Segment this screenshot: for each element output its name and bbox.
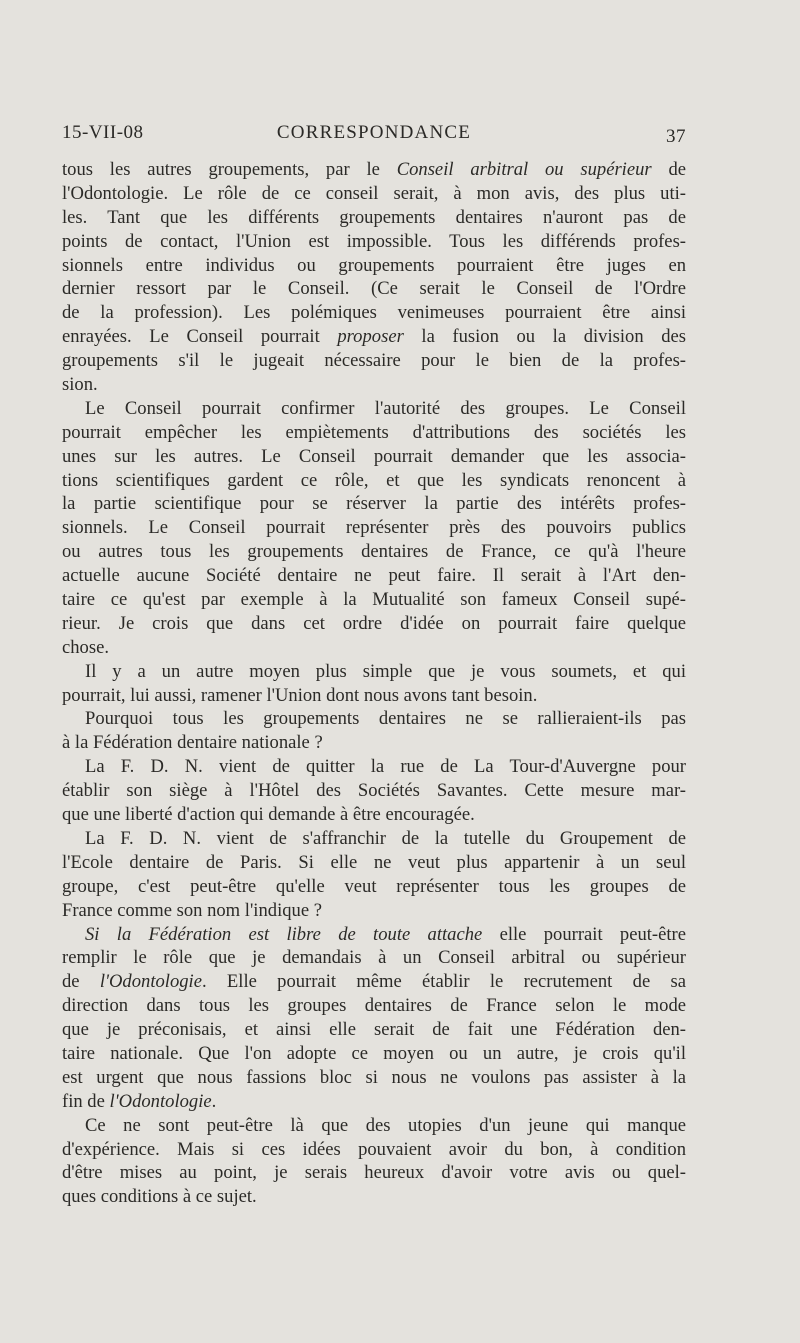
text-line bbox=[62, 564, 686, 588]
text-line bbox=[62, 946, 686, 970]
running-head bbox=[62, 122, 686, 152]
text-segment: ques conditions à ce sujet. bbox=[62, 1186, 257, 1208]
text-segment: Ce ne sont peut-être là que des utopies d'un jeune qui manque bbox=[85, 1114, 686, 1136]
italic-text: Conseil arbitral ou supérieur bbox=[396, 159, 652, 180]
text-segment: Il y a un autre moyen plus simple que je vous soumets, et qui bbox=[85, 660, 686, 682]
text-line bbox=[62, 421, 686, 445]
text-segment: de la profession). Les polémiques venimeuses pourraient être ainsi bbox=[62, 302, 686, 324]
text-line bbox=[62, 660, 686, 684]
header-title: CORRESPONDANCE bbox=[276, 122, 472, 143]
text-segment: groupements s'il le jugeait nécessaire pour le bien de la profes- bbox=[62, 350, 686, 372]
text-segment: pourrait, lui aussi, ramener l'Union dont nous avons tant besoin. bbox=[62, 684, 538, 706]
text-segment: taire nationale. Que l'on adopte ce moyen ou un autre, je crois qu'il bbox=[62, 1042, 686, 1064]
text-line bbox=[62, 182, 686, 206]
text-line bbox=[62, 1066, 686, 1090]
text-line bbox=[62, 779, 686, 803]
text-segment: la partie scientifique pour se réserver la partie des intérêts profes- bbox=[62, 493, 686, 515]
text-line bbox=[62, 755, 686, 779]
text-segment: d'expérience. Mais si ces idées pouvaient avoir du bon, à condition bbox=[62, 1138, 686, 1160]
text-segment: fin de bbox=[62, 1090, 110, 1112]
text-line bbox=[62, 827, 686, 851]
text-line bbox=[62, 588, 686, 612]
text-line bbox=[62, 1042, 686, 1066]
text-line bbox=[62, 301, 686, 325]
body-text bbox=[62, 158, 686, 1209]
text-segment: l'Ecole dentaire de Paris. Si elle ne veut plus appartenir à un seul bbox=[62, 851, 686, 873]
text-line bbox=[62, 254, 686, 278]
text-line bbox=[62, 1161, 686, 1185]
text-line bbox=[62, 349, 686, 373]
text-segment: Pourquoi tous les groupements dentaires ne se rallieraient-ils pas bbox=[85, 708, 686, 730]
text-segment: établir son siège à l'Hôtel des Sociétés Savantes. Cette mesure mar- bbox=[62, 780, 686, 802]
text-segment: unes sur les autres. Le Conseil pourrait demander que les associa- bbox=[62, 445, 686, 467]
text-line bbox=[62, 445, 686, 469]
text-line bbox=[62, 1185, 686, 1209]
text-segment: direction dans tous les groupes dentaires de France selon le mode bbox=[62, 995, 686, 1017]
text-line bbox=[62, 684, 686, 708]
text-line bbox=[62, 851, 686, 875]
text-line bbox=[62, 206, 686, 230]
text-segment: chose. bbox=[62, 636, 109, 658]
text-line bbox=[62, 994, 686, 1018]
text-segment: les. Tant que les différents groupements dentaires n'auront pas de bbox=[62, 206, 686, 228]
text-line bbox=[62, 325, 686, 349]
text-line bbox=[62, 1018, 686, 1042]
text-line bbox=[62, 803, 686, 827]
text-line bbox=[62, 469, 686, 493]
text-segment: sion. bbox=[62, 374, 98, 396]
text-line bbox=[62, 277, 686, 301]
text-segment: que je préconisais, et ainsi elle serait de fait une Fédération den- bbox=[62, 1019, 686, 1041]
text-segment: à la Fédération dentaire nationale ? bbox=[62, 732, 323, 754]
text-segment: rieur. Je crois que dans cet ordre d'idée on pourrait faire quelque bbox=[62, 612, 686, 634]
text-line bbox=[62, 731, 686, 755]
text-line bbox=[62, 923, 686, 947]
italic-text: l'Odontologie bbox=[99, 971, 202, 993]
text-line bbox=[62, 1090, 686, 1114]
text-segment: actuelle aucune Société dentaire ne peut faire. Il serait à l'Art den- bbox=[62, 565, 686, 587]
italic-text: l'Odontologie bbox=[109, 1090, 212, 1112]
text-line bbox=[62, 636, 686, 660]
text-segment: La F. D. N. vient de s'affranchir de la tutelle du Groupement de bbox=[85, 827, 686, 849]
text-segment: ou autres tous les groupements dentaires de France, ce qu'à l'heure bbox=[62, 541, 686, 563]
text-segment: Le Conseil pourrait confirmer l'autorité des groupes. Le Conseil bbox=[85, 397, 686, 419]
text-line bbox=[62, 899, 686, 923]
text-segment: remplir le rôle que je demandais à un Conseil arbitral ou supérieur bbox=[62, 947, 686, 969]
text-segment: d'être mises au point, je serais heureux d'avoir votre avis ou quel- bbox=[62, 1162, 686, 1184]
text-segment: elle pourrait peut-être bbox=[482, 923, 686, 945]
text-segment: . bbox=[211, 1090, 217, 1112]
text-line bbox=[62, 230, 686, 254]
text-line bbox=[62, 970, 686, 994]
text-segment: points de contact, l'Union est impossible. Tous les différends profes- bbox=[62, 230, 686, 252]
text-segment: tous les autres groupements, par le bbox=[62, 159, 397, 180]
text-segment: France comme son nom l'indique ? bbox=[62, 899, 322, 921]
text-segment: dernier ressort par le Conseil. (Ce serait le Conseil de l'Ordre bbox=[62, 278, 686, 300]
text-line bbox=[62, 612, 686, 636]
text-segment: pourrait empêcher les empiètements d'attributions des sociétés les bbox=[62, 421, 686, 443]
text-segment: l'Odontologie. Le rôle de ce conseil serait, à mon avis, des plus uti- bbox=[62, 182, 686, 204]
text-segment: groupe, c'est peut-être qu'elle veut représenter tous les groupes de bbox=[62, 875, 686, 897]
text-segment: sionnels entre individus ou groupements pourraient être juges en bbox=[62, 254, 686, 276]
italic-text: Si la Fédération est libre de toute attache bbox=[85, 923, 483, 945]
text-line bbox=[62, 1114, 686, 1138]
text-segment: tions scientifiques gardent ce rôle, et que les syndicats renoncent à bbox=[62, 469, 686, 491]
text-segment: enrayées. Le Conseil pourrait bbox=[62, 326, 338, 348]
italic-text: proposer bbox=[337, 326, 404, 348]
text-line bbox=[62, 492, 686, 516]
text-segment: est urgent que nous fassions bloc si nous ne voulons pas assister à la bbox=[62, 1066, 686, 1088]
text-segment: que une liberté d'action qui demande à être encouragée. bbox=[62, 804, 475, 826]
text-segment: taire ce qu'est par exemple à la Mutualité son fameux Conseil supé- bbox=[62, 589, 686, 611]
text-line bbox=[62, 540, 686, 564]
text-line bbox=[62, 875, 686, 899]
text-line bbox=[62, 707, 686, 731]
text-line bbox=[62, 158, 686, 182]
text-line bbox=[62, 1138, 686, 1162]
text-segment: . Elle pourrait même établir le recrutement de sa bbox=[201, 971, 686, 993]
text-line bbox=[62, 373, 686, 397]
text-segment: La F. D. N. vient de quitter la rue de La Tour-d'Auvergne pour bbox=[85, 756, 686, 778]
text-segment: sionnels. Le Conseil pourrait représenter près des pouvoirs publics bbox=[62, 517, 686, 539]
header-date: 15-VII-08 bbox=[62, 122, 144, 143]
text-segment: la fusion ou la division des bbox=[403, 326, 686, 348]
text-line bbox=[62, 397, 686, 421]
page-number: 37 bbox=[666, 126, 686, 147]
text-segment: de bbox=[62, 971, 100, 993]
text-segment: de bbox=[651, 159, 686, 180]
text-line bbox=[62, 516, 686, 540]
